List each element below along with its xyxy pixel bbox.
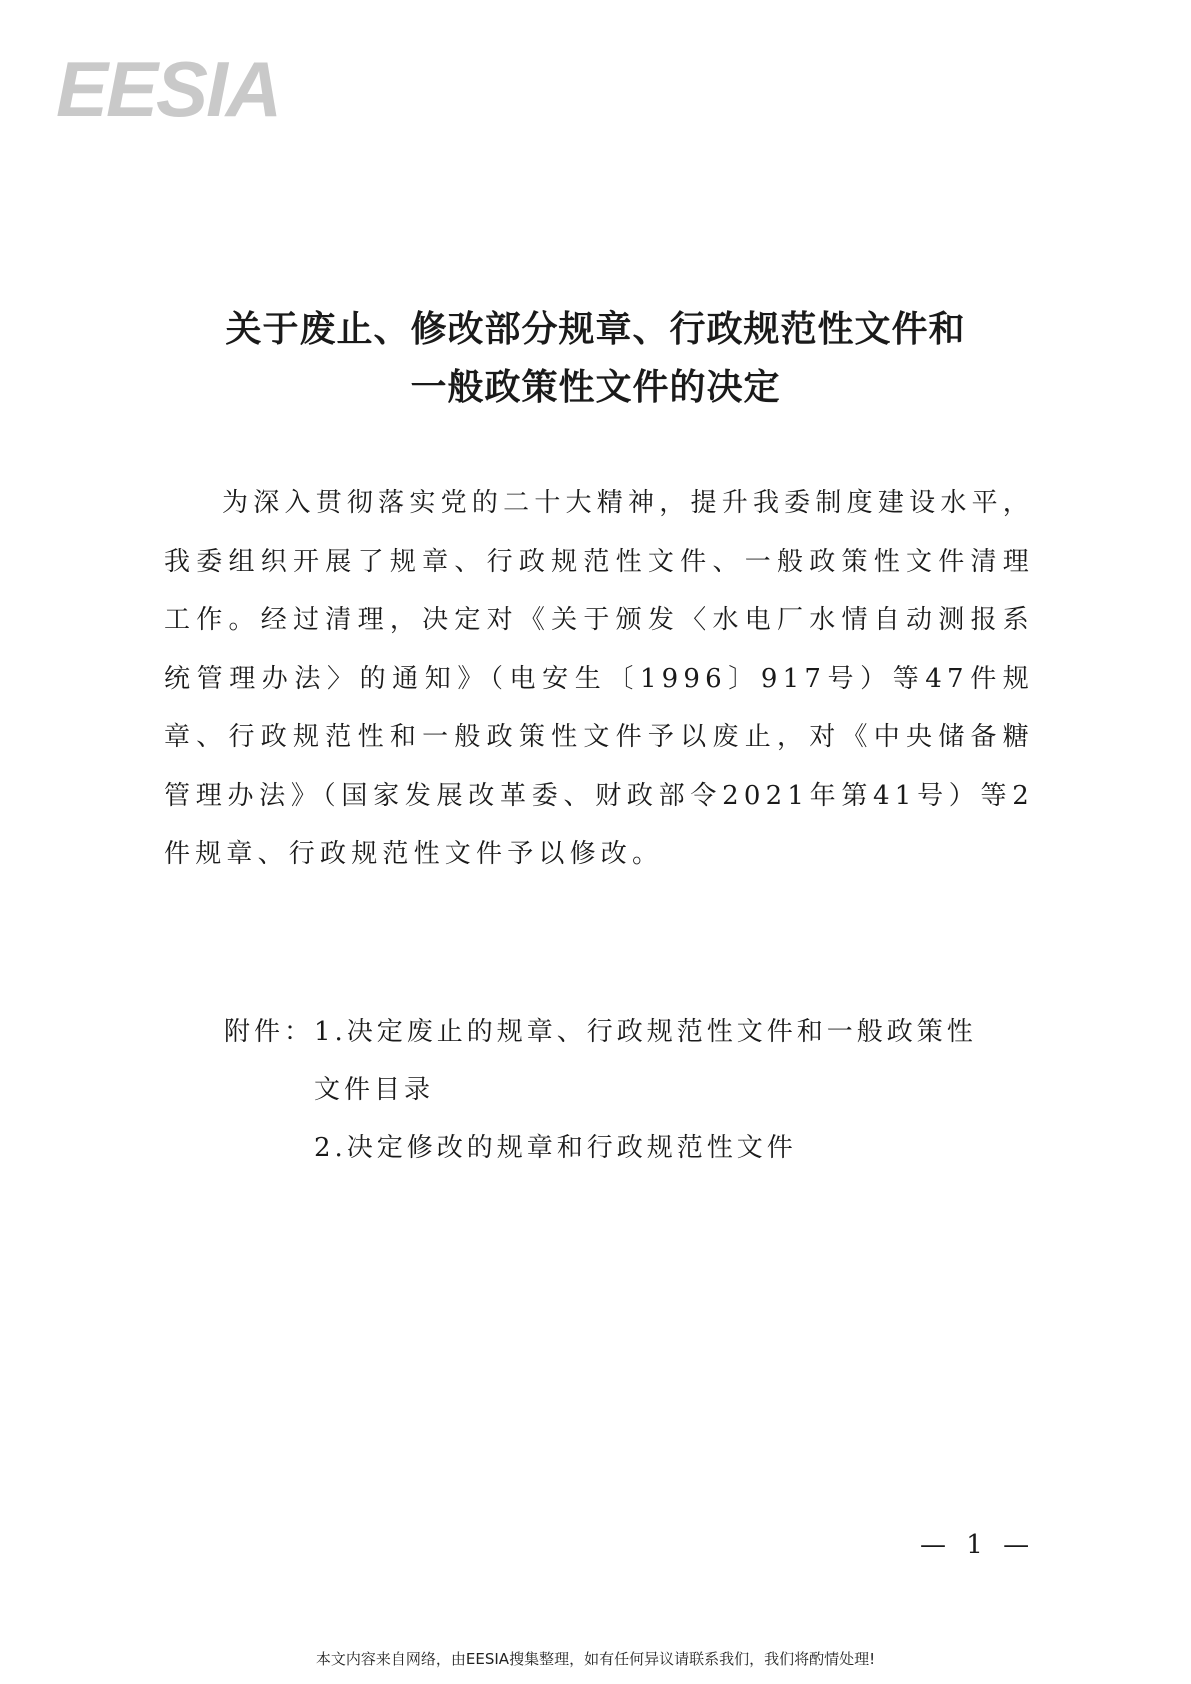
attachment-item-2: 2.决定修改的规章和行政规范性文件 (314, 1133, 797, 1163)
svg-text:EESIA: EESIA (56, 50, 281, 130)
page-number: — 1 — (920, 1530, 1036, 1560)
attachment-item-1-line-1: 1.决定废止的规章、行政规范性文件和一般政策性 (314, 1017, 977, 1047)
document-title (0, 300, 1191, 416)
attachment-item-1-line-2: 文件目录 (314, 1075, 435, 1105)
eesia-logo (56, 50, 296, 130)
attachments-list (314, 1003, 1004, 1177)
main-paragraph-block (164, 474, 1034, 884)
attachments-label: 附件： (224, 1017, 315, 1047)
footer-disclaimer: 本文内容来自网络，由EESIA搜集整理，如有任何异议请联系我们，我们将酌情处理! (315, 1650, 876, 1668)
title-line-2: 一般政策性文件的决定 (410, 366, 781, 408)
main-paragraph: 为深入贯彻落实党的二十大精神，提升我委制度建设水平，我委组织开展了规章、行政规范性文件、一般政策性文件清理工作。经过清理，决定对《关于颁发〈水电厂水情自动测报系统管理办法〉的通知》（电安生〔1996〕917号）等47件规章、行政规范性和一般政策性文件予以废止，对《中央储备糖管理办法》（国家发展改革委、财政部令2021年第41号）等2件规章、行政规范性文件予以修改。 (164, 488, 1034, 869)
title-line-1: 关于废止、修改部分规章、行政规范性文件和 (225, 308, 966, 350)
